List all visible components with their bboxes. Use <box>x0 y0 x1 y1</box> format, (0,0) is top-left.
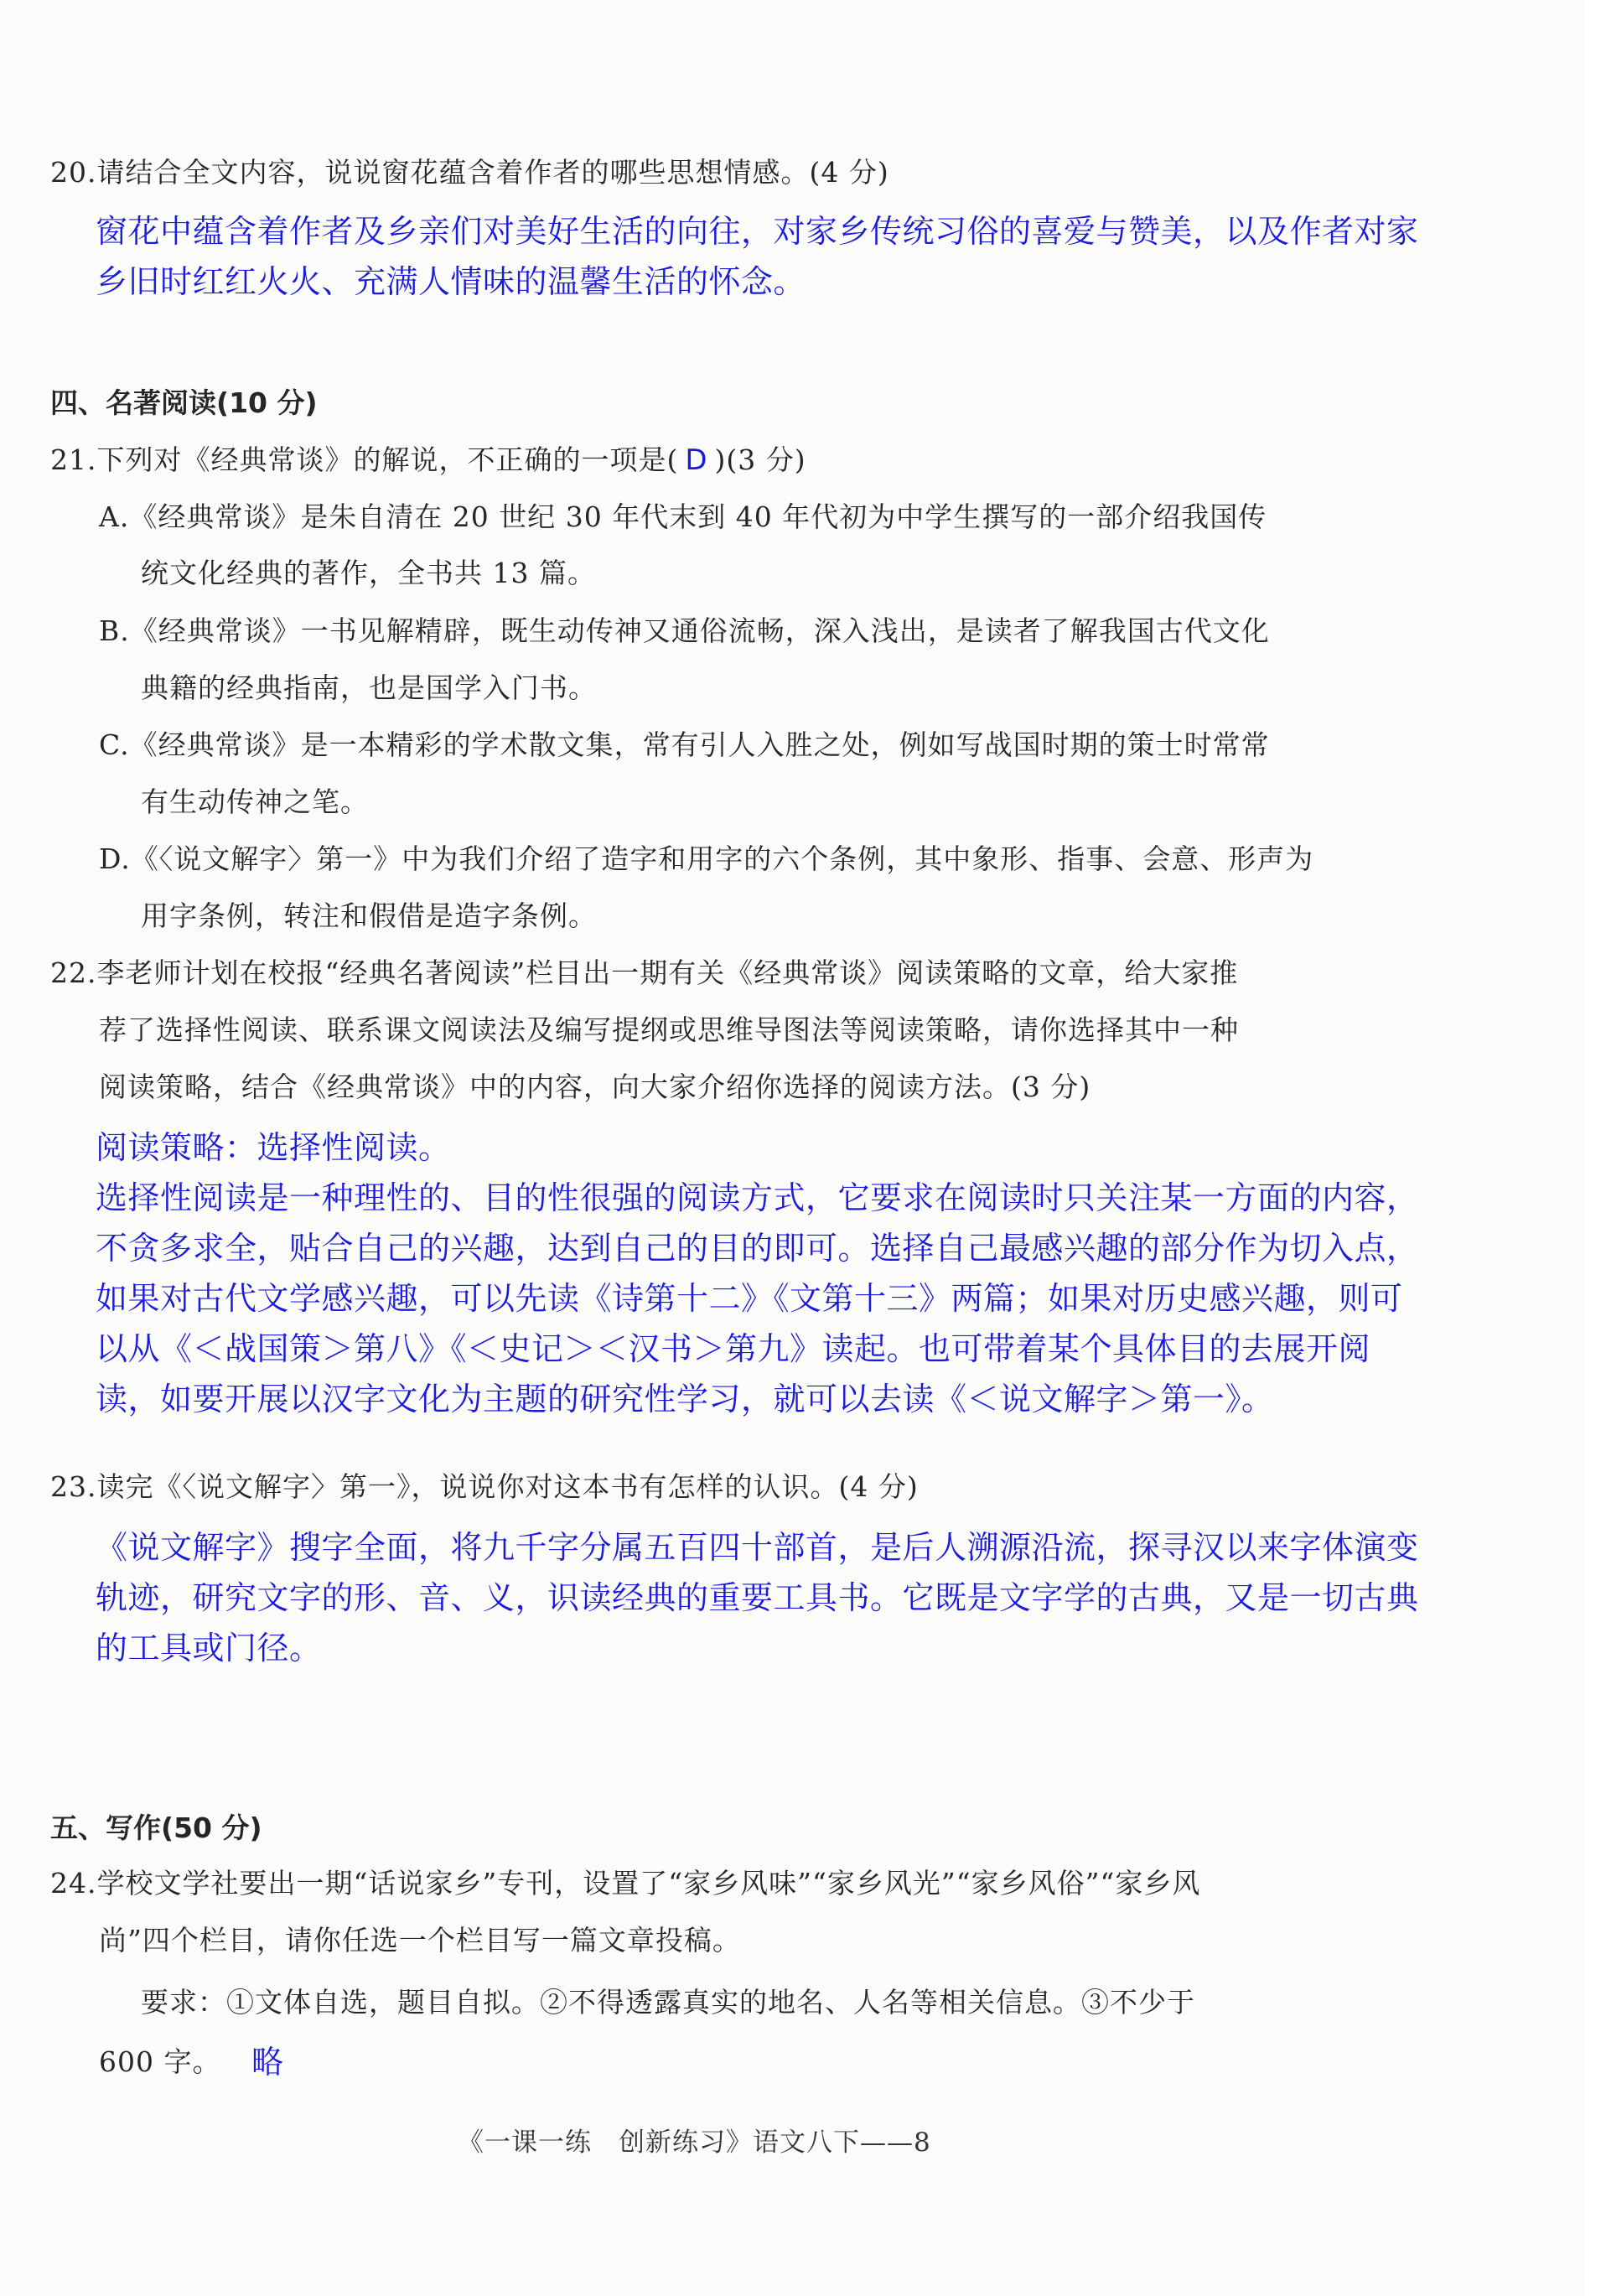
q21-option-c-line-2: 有生动传神之笔。 <box>141 785 369 818</box>
q23-answer-line-2: 轨迹，研究文字的形、音、义，识读经典的重要工具书。它既是文字学的古典，又是一切古典 <box>96 1579 1419 1616</box>
q22-question-line-2: 荐了选择性阅读、联系课文阅读法及编写提纲或思维导图法等阅读策略，请你选择其中一种 <box>99 1013 1239 1046</box>
q22-question-line-3: 阅读策略，结合《经典常谈》中的内容，向大家介绍你选择的阅读方法。(3 分) <box>99 1070 1091 1103</box>
q24-requirement-line-1: 要求：①文体自选，题目自拟。②不得透露真实的地名、人名等相关信息。③不少于 <box>141 1986 1195 2019</box>
q21-answer-choice: D <box>685 443 708 477</box>
q23-answer-line-3: 的工具或门径。 <box>96 1630 322 1666</box>
q22-question-line-1: 22.李老师计划在校报“经典名著阅读”栏目出一期有关《经典常谈》阅读策略的文章，给大家推 <box>50 956 1239 989</box>
q21-option-d-line-1: D.《〈说文解字〉第一》中为我们介绍了造字和用字的六个条例，其中象形、指事、会意、形声为 <box>99 842 1314 875</box>
q23-answer-line-1: 《说文解字》搜字全面，将九千字分属五百四十部首，是后人溯源沿流，探寻汉以来字体演变 <box>96 1529 1419 1566</box>
q24-question-line-1: 24.学校文学社要出一期“话说家乡”专刊，设置了“家乡风味”“家乡风光”“家乡风俗”“家乡风 <box>50 1867 1201 1900</box>
q21-option-d-line-2: 用字条例，转注和假借是造字条例。 <box>141 899 597 932</box>
q20-answer-line-2: 乡旧时红红火火、充满人情味的温馨生活的怀念。 <box>96 263 806 300</box>
q21-option-a-line-2: 统文化经典的著作，全书共 13 篇。 <box>141 557 596 589</box>
q22-answer-line-2: 选择性阅读是一种理性的、目的性很强的阅读方式，它要求在阅读时只关注某一方面的内容， <box>96 1179 1419 1216</box>
q21-option-c-line-1: C.《经典常谈》是一本精彩的学术散文集，常有引人入胜之处，例如写战国时期的策士时常常 <box>99 728 1270 761</box>
q21-option-b-line-1: B.《经典常谈》一书见解精辟，既生动传神又通俗流畅，深入浅出，是读者了解我国古代文化 <box>99 614 1270 647</box>
q21-question-suffix: )(3 分) <box>714 443 806 476</box>
q21-question-prefix: 21.下列对《经典常谈》的解说，不正确的一项是( <box>50 443 679 476</box>
section-5-heading: 五、写作(50 分) <box>50 1811 262 1844</box>
q20-answer-line-1: 窗花中蕴含着作者及乡亲们对美好生活的向往，对家乡传统习俗的喜爱与赞美，以及作者对家 <box>96 213 1419 250</box>
q20-question: 20.请结合全文内容，说说窗花蕴含着作者的哪些思想情感。(4 分) <box>50 156 889 189</box>
q22-answer-line-4: 如果对古代文学感兴趣，可以先读《诗第十二》《文第十三》两篇；如果对历史感兴趣，则可 <box>96 1280 1403 1317</box>
q24-question-line-2: 尚”四个栏目，请你任选一个栏目写一篇文章投稿。 <box>99 1924 741 1957</box>
section-4-heading: 四、名著阅读(10 分) <box>50 386 318 419</box>
q24-answer: 略 <box>251 2044 284 2081</box>
q22-answer-line-5: 以从《＜战国策＞第八》《＜史记＞＜汉书＞第九》读起。也可带着某个具体目的去展开阅 <box>96 1330 1371 1367</box>
q21-option-a-line-1: A.《经典常谈》是朱自清在 20 世纪 30 年代末到 40 年代初为中学生撰写的一部介绍我国传 <box>99 500 1267 533</box>
q23-question: 23.读完《〈说文解字〉第一》，说说你对这本书有怎样的认识。(4 分) <box>50 1470 919 1503</box>
page-edge-margin <box>1584 0 1606 2296</box>
page-footer: 《一课一练 创新练习》语文八下——8 <box>458 2128 931 2158</box>
q22-answer-line-3: 不贪多求全，贴合自己的兴趣，达到自己的目的即可。选择自己最感兴趣的部分作为切入点， <box>96 1230 1419 1267</box>
q22-answer-line-1: 阅读策略：选择性阅读。 <box>96 1129 451 1166</box>
q22-answer-line-6: 读，如要开展以汉字文化为主题的研究性学习，就可以去读《＜说文解字＞第一》。 <box>96 1381 1274 1418</box>
q24-requirement-line-2: 600 字。 <box>99 2045 221 2078</box>
q21-question <box>50 438 806 478</box>
q21-option-b-line-2: 典籍的经典指南，也是国学入门书。 <box>141 671 597 704</box>
